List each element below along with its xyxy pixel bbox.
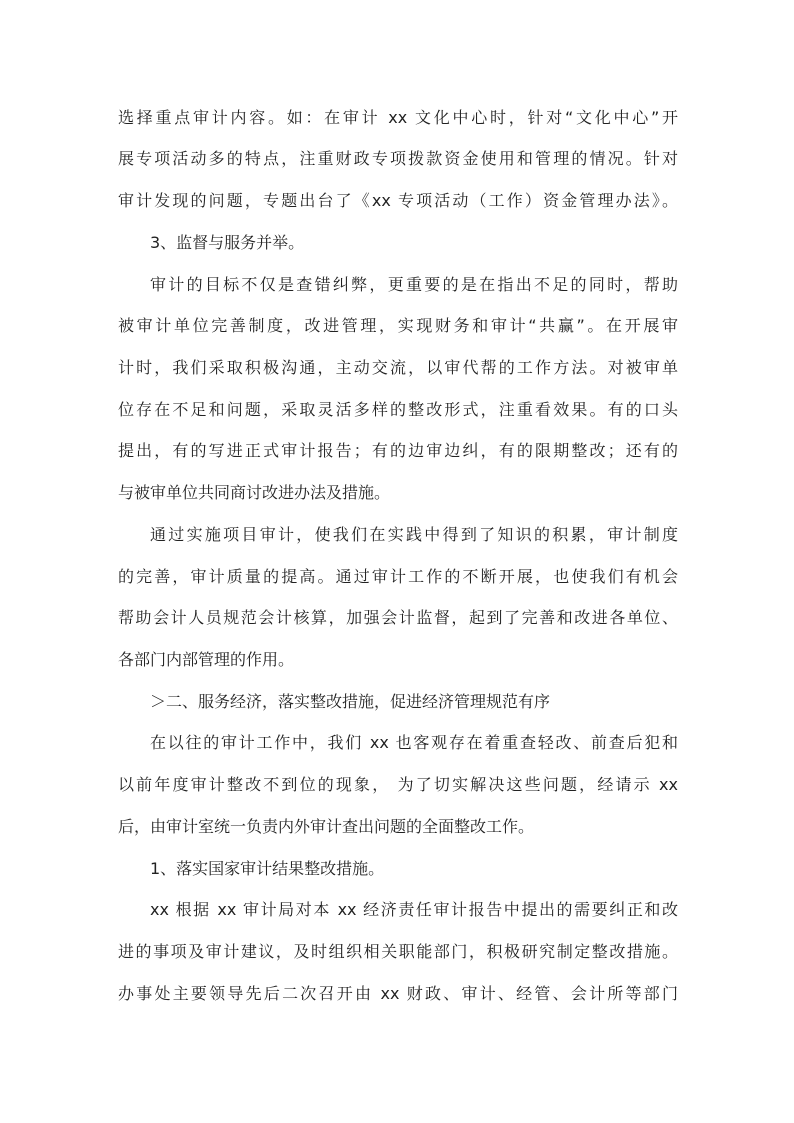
section-heading: ＞二、服务经济，落实整改措施，促进经济管理规范有序: [150, 692, 551, 711]
text-line: 审计发现的问题，专题出台了《xx 专项活动（工作）资金管理办法》。: [118, 191, 678, 210]
text-line: 通过实施项目审计，使我们在实践中得到了知识的积累，审计制度: [150, 525, 678, 544]
text-line: 后，由审计室统一负责内外审计查出问题的全面整改工作。: [118, 817, 535, 836]
text-line: 计时，我们采取积极沟通，主动交流，以审代帮的工作方法。对被审单: [118, 358, 678, 377]
text-line: 进的事项及审计建议，及时组织相关职能部门，积极研究制定整改措施。: [118, 942, 678, 961]
text-line: 各部门内部管理的作用。: [118, 650, 295, 669]
text-line: 的完善，审计质量的提高。通过审计工作的不断开展，也使我们有机会: [118, 567, 678, 586]
section-heading: 1、落实国家审计结果整改措施。: [150, 859, 385, 878]
text-line: 提出，有的写进正式审计报告；有的边审边纠，有的限期整改；还有的: [118, 441, 678, 460]
text-line: 与被审单位共同商讨改进办法及措施。: [118, 483, 391, 502]
text-line: 选择重点审计内容。如：在审计 xx 文化中心时，针对“文化中心”开: [118, 108, 678, 127]
text-line: 审计的目标不仅是查错纠弊，更重要的是在指出不足的同时，帮助: [150, 275, 678, 294]
text-line: 帮助会计人员规范会计核算，加强会计监督，起到了完善和改进各单位、: [118, 608, 678, 627]
text-line: 位存在不足和问题，采取灵活多样的整改形式，注重看效果。有的口头: [118, 400, 678, 419]
text-line: 办事处主要领导先后二次召开由 xx 财政、审计、经管、会计所等部门: [118, 984, 678, 1003]
text-line: 以前年度审计整改不到位的现象， 为了切实解决这些问题，经请示 xx: [118, 775, 678, 794]
section-heading: 3、监督与服务并举。: [150, 233, 305, 252]
text-line: 被审计单位完善制度，改进管理，实现财务和审计“共赢”。在开展审: [118, 316, 678, 335]
text-line: xx 根据 xx 审计局对本 xx 经济责任审计报告中提出的需要纠正和改: [150, 900, 678, 919]
text-line: 在以往的审计工作中，我们 xx 也客观存在着重查轻改、前查后犯和: [150, 733, 678, 752]
text-line: 展专项活动多的特点，注重财政专项拨款资金使用和管理的情况。针对: [118, 149, 678, 168]
